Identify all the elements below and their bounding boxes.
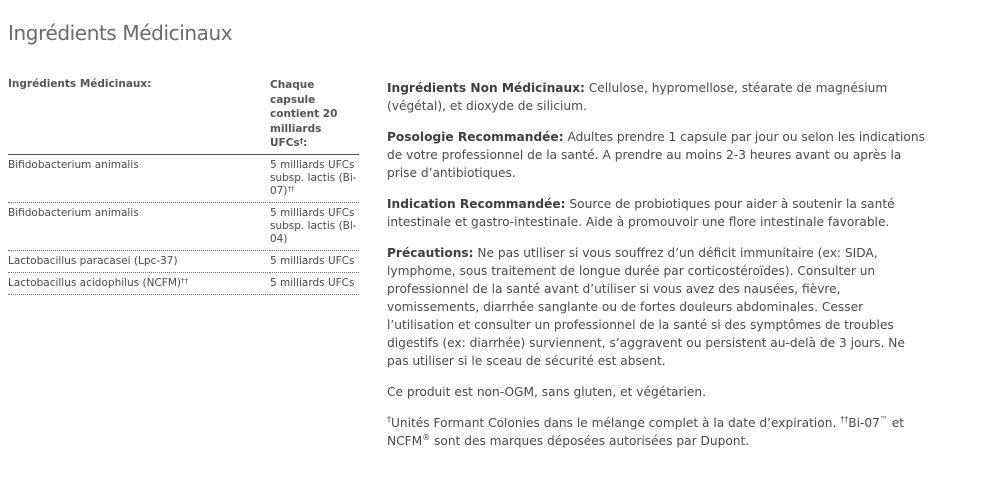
cautions-paragraph bbox=[387, 244, 927, 370]
table-row bbox=[8, 250, 359, 272]
non-medicinal-label: Ingrédients Non Médicinaux: bbox=[387, 81, 585, 95]
ingredient-name: Bifidobacterium animalis bbox=[8, 158, 139, 171]
table-header-amount-text: Chaque capsule contient 20 milliards UFCs bbox=[270, 79, 338, 149]
non-ogm-statement: Ce produit est non-OGM, sans gluten, et végétarien. bbox=[387, 385, 706, 399]
dosage-label: Posologie Recommandée: bbox=[387, 130, 564, 144]
indication-label: Indication Recommandée: bbox=[387, 197, 566, 211]
cautions-label: Précautions: bbox=[387, 246, 474, 260]
table-row bbox=[8, 202, 359, 250]
table-header-amount bbox=[270, 78, 359, 154]
ingredient-amount: 5 milliards UFCs bbox=[270, 254, 355, 267]
dagger-sup: † bbox=[299, 137, 304, 145]
cautions-text: Ne pas utiliser si vous souffrez d’un déficit immunitaire (ex: SIDA, lymphome, sous traitement de longue durée par corticostéroïdes). Consulter un professionnel de la santé avant d’utiliser si vous avez des nausées, fièvre, vomissements, diarrhée sanglante ou de fortes douleurs abdominales. Cesser l’utilisation et consulter un professionnel de la santé si des symptômes de troubles digestifs (ex: diarrhée) surviennent, s’aggravent ou persistent au-delà de 3 jours. Ne pas utiliser si le sceau de sécurité est absent. bbox=[387, 246, 905, 368]
table-row bbox=[8, 272, 359, 294]
page-title: Ingrédients Médicinaux bbox=[8, 21, 233, 46]
ingredient-name: Lactobacillus paracasei (Lpc-37) bbox=[8, 254, 178, 267]
dosage-paragraph bbox=[387, 128, 927, 182]
product-info bbox=[387, 79, 927, 463]
ingredient-amount: 5 milliards UFCs subsp. lactis (Bi-07)†† bbox=[270, 158, 357, 197]
ingredient-amount: 5 milliards UFCs subsp. lactis (Bl-04) bbox=[270, 206, 357, 245]
dosage-text: Adultes prendre 1 capsule par jour ou selon les indications de votre professionnel de la santé. A prendre au moins 2-3 heures avant ou après la prise d’antibiotiques. bbox=[387, 130, 925, 180]
ingredient-name: Lactobacillus acidophilus (NCFM)†† bbox=[8, 276, 188, 289]
table-row bbox=[8, 154, 359, 202]
ingredient-amount: 5 milliards UFCs bbox=[270, 276, 355, 289]
footnote: †Unités Formant Colonies dans le mélange complet à la date d’expiration. ††Bi-07™ et NCFM® sont des marques déposées autorisées par Dupont. bbox=[387, 415, 905, 448]
ingredient-name: Bifidobacterium animalis bbox=[8, 206, 139, 219]
non-medicinal-paragraph bbox=[387, 79, 927, 115]
indication-paragraph bbox=[387, 195, 927, 231]
table-header-row bbox=[8, 78, 359, 154]
non-medicinal-text: Cellulose, hypromellose, stéarate de magnésium (végétal), et dioxyde de silicium. bbox=[387, 81, 888, 113]
indication-text: Source de probiotiques pour aider à soutenir la santé intestinale et gastro-intestinale. Aide à promouvoir une flore intestinale favorable. bbox=[387, 197, 895, 229]
table-header-ingredient: Ingrédients Médicinaux: bbox=[8, 78, 152, 90]
table-header-colon: : bbox=[303, 137, 308, 149]
medicinal-ingredients-table bbox=[8, 78, 359, 295]
